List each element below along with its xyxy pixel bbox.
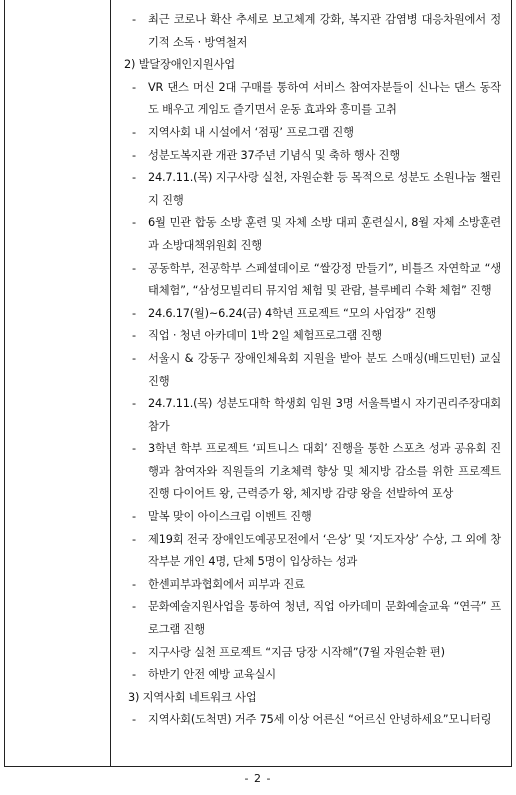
list-item-text: 성분도복지관 개관 37주년 기념식 및 축하 행사 진행: [148, 148, 400, 162]
bullet-dash: -: [132, 442, 136, 456]
list-item: [120, 393, 501, 438]
list-item: [120, 348, 501, 393]
list-item-text: 서울시 & 강동구 장애인체육회 지원을 받아 분도 스매싱(배드민턴) 교실 진행: [148, 351, 501, 388]
bullet-dash: -: [132, 351, 136, 365]
bullet-dash: -: [132, 306, 136, 320]
list-item: [120, 642, 501, 665]
list-item-text: 직업 · 청년 아카데미 1박 2일 체험프로그램 진행: [148, 329, 382, 343]
section-3-list: [120, 709, 501, 732]
list-item: [120, 77, 501, 122]
list-item: [120, 438, 501, 506]
list-item-text: 공동학부, 전공학부 스페셜데이로 “쌀강정 만들기”, 비틀즈 자연학교 “생태체험”, “삼성모빌리티 뮤지엄 체험 및 관람, 블루베리 수확 체험” 진행: [148, 261, 501, 298]
list-item: [120, 664, 501, 687]
bullet-dash: -: [132, 216, 136, 230]
bullet-dash: -: [132, 532, 136, 546]
list-item-text: 지구사랑 실천 프로젝트 “지금 당장 시작해”(7월 자원순환 편): [148, 645, 445, 659]
bullet-dash: -: [132, 261, 136, 275]
bullet-dash: -: [132, 600, 136, 614]
section-heading-3: 3) 지역사회 네트워크 사업: [128, 690, 257, 704]
list-item: [120, 9, 501, 54]
bullet-dash: -: [132, 577, 136, 591]
section-1-list: [120, 9, 501, 54]
list-item: [120, 709, 501, 732]
list-item-text: 24.6.17(월)~6.24(금) 4학년 프로젝트 “모의 사업장” 진행: [148, 306, 437, 320]
list-item-text: 한센피부과협회에서 피부과 진료: [148, 577, 305, 591]
page-number: - 2 -: [244, 772, 272, 785]
list-item-text: 지역사회(도척면) 거주 75세 이상 어른신 “어르신 안녕하세요”모니터링: [148, 713, 492, 727]
list-item: [120, 325, 501, 348]
bullet-dash: -: [132, 171, 136, 185]
bullet-dash: -: [132, 713, 136, 727]
list-item-text: 제19회 전국 장애인도예공모전에서 ‘은상’ 및 ‘지도자상’ 수상, 그 외에 창작부분 개인 4명, 단체 5명이 입상하는 성과: [148, 532, 501, 569]
bullet-dash: -: [132, 397, 136, 411]
list-item-text: 3학년 학부 프로젝트 ‘피트니스 대회’ 진행을 통한 스포츠 성과 공유회 진행과 참여자와 직원들의 기초체력 향상 및 체지방 감소를 위한 프로젝트 진행 다이어트 왕, 근력증가 왕, 체지방 감량 왕을 선발하여 포상: [148, 442, 501, 501]
section-2-list: [120, 77, 501, 687]
report-table: [4, 0, 512, 767]
list-item: [120, 303, 501, 326]
bullet-dash: -: [132, 668, 136, 682]
list-item-text: 지역사회 내 시설에서 ‘점핑’ 프로그램 진행: [148, 125, 354, 139]
table-left-column: [5, 0, 111, 766]
bullet-dash: -: [132, 510, 136, 524]
bullet-dash: -: [132, 13, 136, 26]
list-item-text: 하반기 안전 예방 교육실시: [148, 668, 277, 682]
list-item: [120, 167, 501, 212]
bullet-dash: -: [132, 80, 136, 94]
list-item: [120, 574, 501, 597]
section-heading-2: 2) 발달장애인지원사업: [124, 58, 236, 72]
list-item-text: 최근 코로나 확산 추세로 보고체계 강화, 복지관 감염병 대응차원에서 정기적 소독 · 방역철저: [148, 13, 501, 49]
bullet-dash: -: [132, 148, 136, 162]
table-content-cell: [112, 0, 511, 766]
list-item: [120, 529, 501, 574]
list-item-text: 6월 민관 합동 소방 훈련 및 자체 소방 대피 훈련실시, 8월 자체 소방훈련과 소방대책위원회 진행: [148, 216, 501, 252]
list-item-text: 말복 맞이 아이스크림 이벤트 진행: [148, 510, 312, 524]
list-item-text: VR 댄스 머신 2대 구매를 통하여 서비스 참여자분들이 신나는 댄스 동작도 배우고 게임도 즐기면서 운동 효과와 흥미를 고취: [148, 80, 501, 117]
list-item: [120, 258, 501, 303]
bullet-dash: -: [132, 125, 136, 139]
list-item: [120, 212, 501, 257]
bullet-dash: -: [132, 329, 136, 343]
list-item: [120, 122, 501, 145]
bullet-dash: -: [132, 645, 136, 659]
list-item-text: 문화예술지원사업을 통하여 청년, 직업 아카데미 문화예술교육 “연극” 프로그램 진행: [148, 600, 501, 637]
list-item-text: 24.7.11.(목) 지구사랑 실천, 자원순환 등 목적으로 성분도 소원나눔 챌린지 진행: [148, 171, 501, 207]
list-item: [120, 145, 501, 168]
list-item: [120, 596, 501, 641]
list-item: [120, 506, 501, 529]
list-item-text: 24.7.11.(목) 성분도대학 학생회 임원 3명 서울특별시 자기권리주장대회 참가: [148, 397, 501, 433]
